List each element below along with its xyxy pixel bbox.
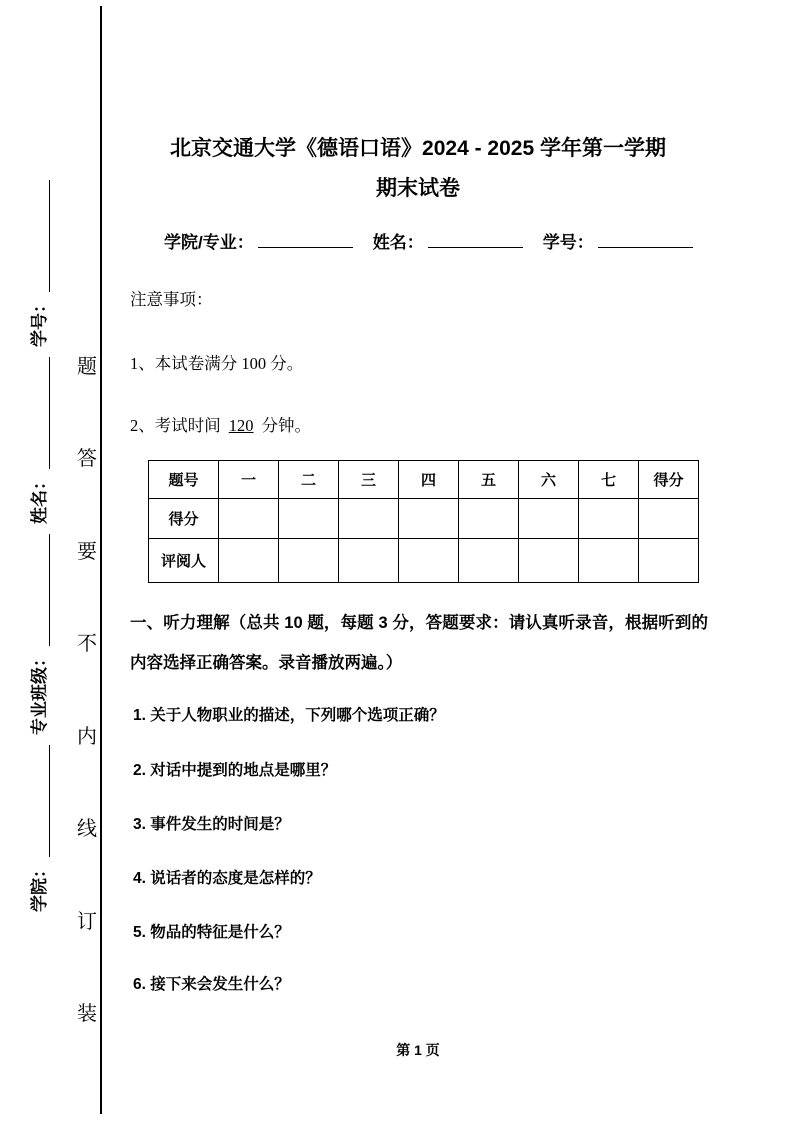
binding-char: 内 bbox=[77, 725, 97, 748]
margin-name-label: 姓名： bbox=[30, 473, 49, 524]
question-item-5: 5. 物品的特征是什么？ bbox=[133, 924, 290, 941]
student-id-label: 学号： bbox=[542, 233, 594, 252]
college-major-label: 学院/专业： bbox=[164, 233, 254, 252]
notice-item-2-suffix: 分钟。 bbox=[261, 416, 311, 435]
score-table-header-cell: 七 bbox=[579, 461, 639, 499]
margin-college-label: 学院： bbox=[30, 861, 49, 912]
score-cell bbox=[219, 539, 279, 583]
name-label: 姓名： bbox=[372, 233, 424, 252]
section-1-heading: 一、听力理解（总共 10 题，每题 3 分，答题要求：请认真听录音，根据听到的内容选择正确答案。录音播放两遍。） bbox=[130, 614, 708, 672]
score-row bbox=[149, 499, 699, 539]
page-footer: 第 1 页 bbox=[396, 1042, 440, 1058]
score-cell bbox=[579, 499, 639, 539]
score-cell bbox=[279, 499, 339, 539]
binding-char: 订 bbox=[77, 910, 97, 933]
score-table-header-cell: 二 bbox=[279, 461, 339, 499]
notice-item-1: 1、本试卷满分 100 分。 bbox=[130, 354, 304, 373]
question-item-4: 4. 说话者的态度是怎样的？ bbox=[133, 870, 321, 887]
score-cell bbox=[339, 539, 399, 583]
score-table-header-cell: 一 bbox=[219, 461, 279, 499]
score-row-label: 得分 bbox=[149, 499, 219, 539]
score-table bbox=[148, 460, 699, 583]
margin-student-id-label: 学号： bbox=[30, 296, 49, 347]
score-table-header-cell: 三 bbox=[339, 461, 399, 499]
score-cell bbox=[639, 499, 699, 539]
question-item-6: 6. 接下来会发生什么？ bbox=[133, 976, 290, 993]
score-cell bbox=[399, 539, 459, 583]
binding-char: 题 bbox=[77, 356, 97, 378]
binding-char: 要 bbox=[77, 540, 97, 563]
question-item-2: 2. 对话中提到的地点是哪里？ bbox=[133, 762, 337, 779]
binding-warning-text bbox=[74, 350, 100, 1026]
margin-college-blank bbox=[32, 745, 50, 857]
score-table-header-cell: 五 bbox=[459, 461, 519, 499]
margin-class-label: 专业班级： bbox=[30, 650, 49, 735]
student-id-blank bbox=[598, 230, 693, 248]
score-cell bbox=[639, 539, 699, 583]
reviewer-row-label: 评阅人 bbox=[149, 539, 219, 583]
college-major-blank bbox=[258, 230, 353, 248]
score-table-header-cell: 四 bbox=[399, 461, 459, 499]
score-cell bbox=[459, 499, 519, 539]
binding-line bbox=[100, 6, 102, 1114]
name-blank bbox=[428, 230, 523, 248]
binding-char: 线 bbox=[77, 818, 97, 841]
score-table-header-cell: 题号 bbox=[149, 461, 219, 499]
score-table-header-row bbox=[149, 461, 699, 499]
score-cell bbox=[339, 499, 399, 539]
question-item-1: 1. 关于人物职业的描述，下列哪个选项正确？ bbox=[133, 707, 445, 724]
notice-heading: 注意事项： bbox=[130, 290, 213, 309]
exam-duration-value: 120 bbox=[228, 416, 254, 435]
score-cell bbox=[219, 499, 279, 539]
notice-item-2-prefix: 2、考试时间 bbox=[130, 416, 221, 435]
score-table-header-cell: 六 bbox=[519, 461, 579, 499]
exam-title: 北京交通大学《德语口语》2024 - 2025 学年第一学期 bbox=[170, 137, 666, 160]
score-cell bbox=[279, 539, 339, 583]
reviewer-row bbox=[149, 539, 699, 583]
binding-char: 不 bbox=[77, 633, 97, 656]
student-info-line bbox=[164, 228, 697, 253]
margin-name-blank bbox=[32, 357, 50, 469]
notice-item-2 bbox=[130, 412, 311, 436]
exam-subtitle: 期末试卷 bbox=[376, 177, 460, 200]
score-cell bbox=[399, 499, 459, 539]
exam-body bbox=[130, 0, 706, 1122]
score-cell bbox=[579, 539, 639, 583]
score-cell bbox=[519, 499, 579, 539]
binding-char: 装 bbox=[77, 1002, 97, 1025]
margin-student-info bbox=[24, 128, 50, 918]
margin-student-id-blank bbox=[32, 180, 50, 292]
question-item-3: 3. 事件发生的时间是？ bbox=[133, 816, 290, 833]
margin-class-blank bbox=[32, 534, 50, 646]
score-cell bbox=[459, 539, 519, 583]
score-cell bbox=[519, 539, 579, 583]
score-table-header-cell: 得分 bbox=[639, 461, 699, 499]
binding-char: 答 bbox=[77, 448, 97, 471]
